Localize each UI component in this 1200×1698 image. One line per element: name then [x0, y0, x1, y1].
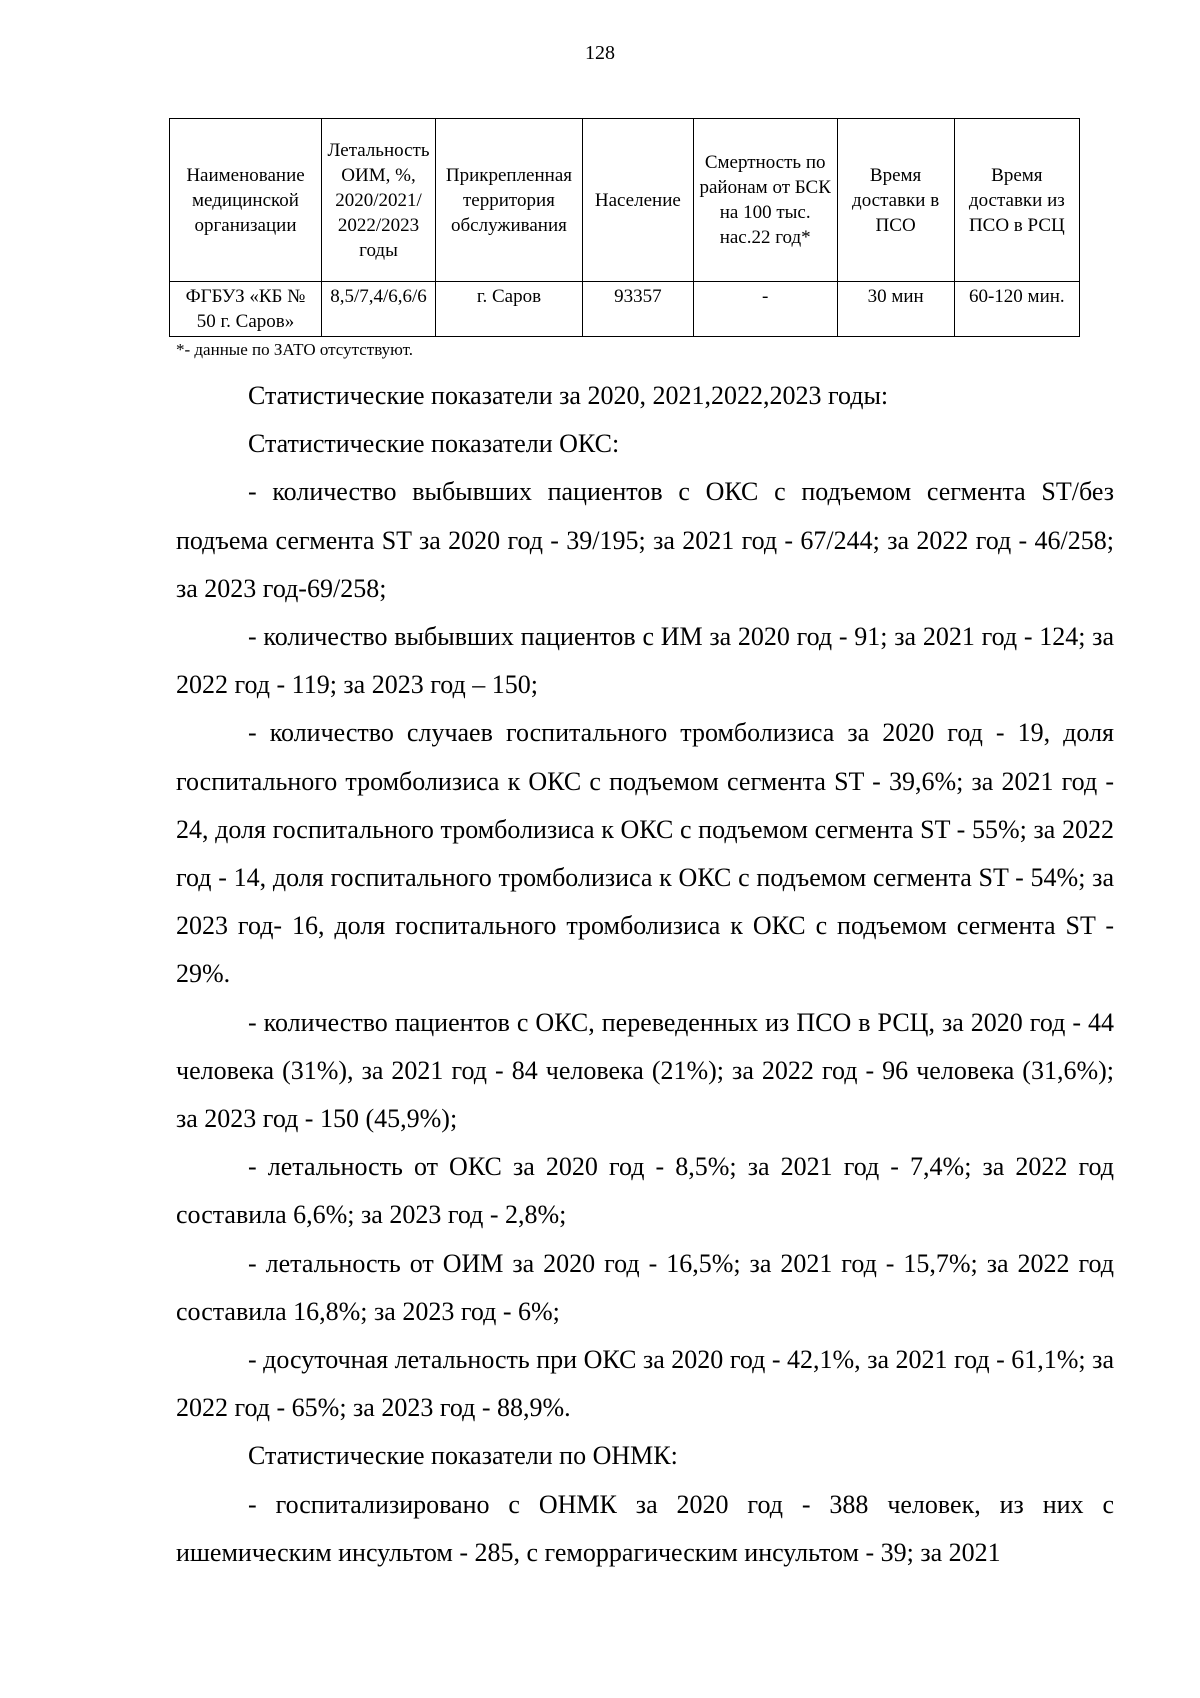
cell-service-territory: г. Саров: [436, 282, 583, 337]
daily-lethality-paragraph: - досуточная летальность при ОКС за 2020 год - 42,1%, за 2021 год - 61,1%; за 2022 год - 65%; за 2023 год - 88,9%.: [176, 1345, 1114, 1423]
header-population: Население: [582, 119, 693, 282]
cell-ami-lethality: 8,5/7,4/6,6/6: [322, 282, 436, 337]
header-organization-name: Наименование медицинской организации: [170, 119, 322, 282]
page-number: 128: [585, 42, 615, 64]
hospital-info-table: [169, 118, 1080, 337]
table-header-row: [170, 119, 1080, 282]
acs-discharged-paragraph: - количество выбывших пациентов с ОКС с подъемом сегмента ST/без подъема сегмента ST за 2020 год - 39/195; за 2021 год - 67/244; за 2022 год - 46/258; за 2023 год-69/258;: [176, 477, 1114, 603]
header-bsk-mortality: Смертность по районам от БСК на 100 тыс. нас.22 год*: [693, 119, 837, 282]
header-ami-lethality: Летальность ОИМ, %, 2020/2021/ 2022/2023 годы: [322, 119, 436, 282]
acs-stats-heading: Статистические показатели ОКС:: [248, 429, 620, 459]
stroke-stats-heading: Статистические показатели по ОНМК:: [248, 1441, 678, 1471]
header-service-territory: Прикрепленная территория обслуживания: [436, 119, 583, 282]
transfer-paragraph: - количество пациентов с ОКС, переведенных из ПСО в РСЦ, за 2020 год - 44 человека (31%), за 2021 год - 84 человека (21%); за 2022 год - 96 человека (31,6%); за 2023 год - 150 (45,9%);: [176, 1007, 1114, 1134]
cell-population: 93357: [582, 282, 693, 337]
cell-delivery-time-rsc: 60-120 мин.: [954, 282, 1079, 337]
header-delivery-time-pso: Время доставки в ПСО: [837, 119, 954, 282]
acs-lethality-paragraph: - летальность от ОКС за 2020 год - 8,5%; за 2021 год - 7,4%; за 2022 год составила 6,6%; за 2023 год - 2,8%;: [176, 1152, 1114, 1230]
cell-delivery-time-pso: 30 мин: [837, 282, 954, 337]
mi-discharged-paragraph: - количество выбывших пациентов с ИМ за 2020 год - 91; за 2021 год - 124; за 2022 год - 119; за 2023 год – 150;: [176, 622, 1114, 700]
table-footnote: *- данные по ЗАТО отсутствуют.: [176, 340, 414, 359]
header-delivery-time-rsc: Время доставки из ПСО в РСЦ: [954, 119, 1079, 282]
ami-lethality-paragraph: - летальность от ОИМ за 2020 год - 16,5%; за 2021 год - 15,7%; за 2022 год составила 16,8%; за 2023 год - 6%;: [176, 1248, 1114, 1326]
table-row: [170, 282, 1080, 337]
stroke-hospitalized-paragraph: - госпитализировано с ОНМК за 2020 год - 388 человек, из них с ишемическим инсультом - 285, с геморрагическим инсультом - 39; за 2021: [176, 1489, 1114, 1567]
cell-bsk-mortality: -: [693, 282, 837, 337]
document-body: [176, 372, 1114, 1577]
stats-intro-heading: Статистические показатели за 2020, 2021,2022,2023 годы:: [248, 381, 889, 410]
cell-organization-name: ФГБУЗ «КБ № 50 г. Саров»: [170, 282, 322, 337]
thrombolysis-paragraph: - количество случаев госпитального тромболизиса за 2020 год - 19, доля госпитального тромболизиса к ОКС с подъемом сегмента ST - 39,6%; за 2021 год - 24, доля госпитального тромболизиса к ОКС с подъемом сегмента ST - 55%; за 2022 год - 14, доля госпитального тромболизиса к ОКС с подъемом сегмента ST - 54%; за 2023 год- 16, доля госпитального тромболизиса к ОКС с подъемом сегмента ST - 29%.: [176, 718, 1114, 989]
